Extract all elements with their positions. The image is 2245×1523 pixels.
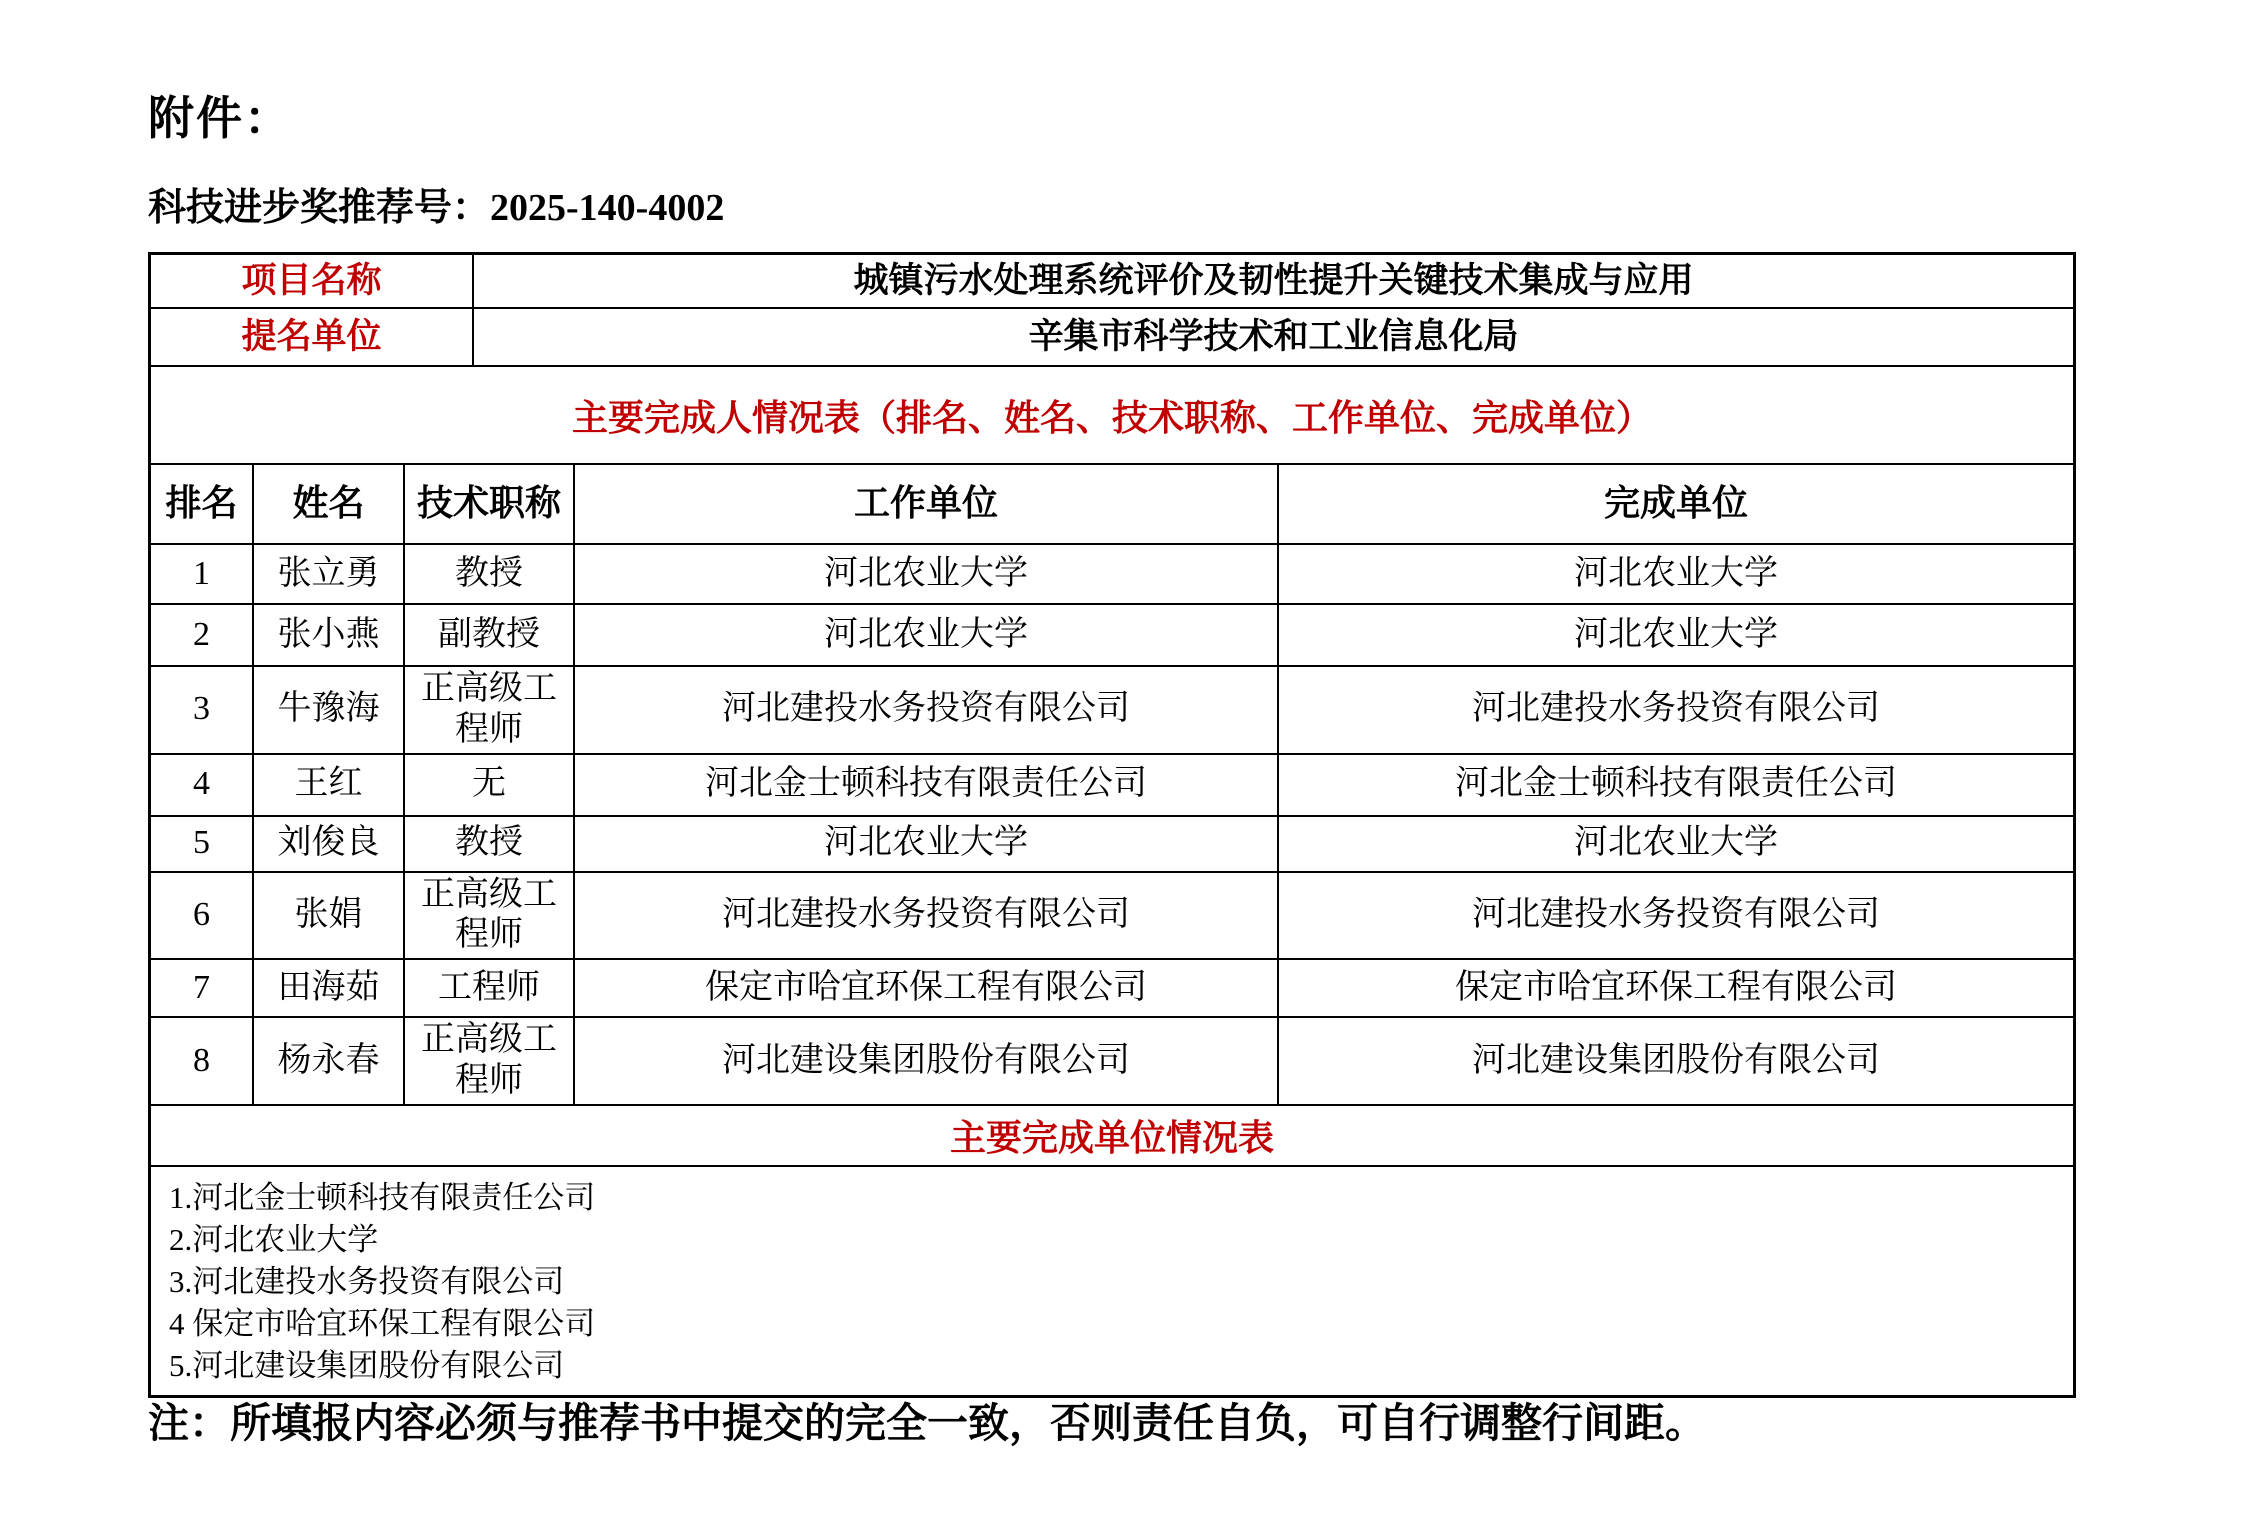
completion-unit-cell: 河北金士顿科技有限责任公司 bbox=[1278, 754, 2073, 816]
table-row bbox=[151, 754, 2073, 816]
title-cell: 正高级工程师 bbox=[404, 1017, 574, 1105]
units-section-title: 主要完成单位情况表 bbox=[151, 1106, 2073, 1167]
completion-unit-cell: 河北建投水务投资有限公司 bbox=[1278, 666, 2073, 754]
table-header-row bbox=[151, 465, 2073, 544]
title-cell: 工程师 bbox=[404, 959, 574, 1017]
column-header-completion-unit: 完成单位 bbox=[1278, 465, 2073, 544]
units-list-item: 1.河北金士顿科技有限责任公司 bbox=[169, 1179, 596, 1215]
completion-unit-cell: 河北农业大学 bbox=[1278, 816, 2073, 872]
units-list-item: 3.河北建投水务投资有限公司 bbox=[169, 1263, 565, 1299]
table-row bbox=[151, 255, 2073, 308]
rank-cell: 4 bbox=[151, 754, 253, 816]
work-unit-cell: 河北建投水务投资有限公司 bbox=[574, 872, 1278, 960]
rank-cell: 1 bbox=[151, 544, 253, 604]
project-name-label: 项目名称 bbox=[151, 255, 473, 308]
name-cell: 张立勇 bbox=[253, 544, 404, 604]
note-text: 注：所填报内容必须与推荐书中提交的完全一致，否则责任自负，可自行调整行间距。 bbox=[148, 1400, 1706, 1446]
title-cell: 副教授 bbox=[404, 604, 574, 666]
column-header-rank: 排名 bbox=[151, 465, 253, 544]
name-cell: 杨永春 bbox=[253, 1017, 404, 1105]
completers-table bbox=[151, 465, 2073, 1106]
title-cell: 正高级工程师 bbox=[404, 872, 574, 960]
table-row bbox=[151, 544, 2073, 604]
title-cell: 教授 bbox=[404, 544, 574, 604]
title-cell: 教授 bbox=[404, 816, 574, 872]
completion-unit-cell: 保定市哈宜环保工程有限公司 bbox=[1278, 959, 2073, 1017]
table-row bbox=[151, 1017, 2073, 1105]
rank-cell: 2 bbox=[151, 604, 253, 666]
name-cell: 田海茹 bbox=[253, 959, 404, 1017]
work-unit-cell: 河北农业大学 bbox=[574, 544, 1278, 604]
attachment-label: 附件： bbox=[148, 93, 292, 144]
table-row bbox=[151, 872, 2073, 960]
nominating-unit-label: 提名单位 bbox=[151, 308, 473, 366]
completion-unit-cell: 河北农业大学 bbox=[1278, 604, 2073, 666]
nominating-unit-value: 辛集市科学技术和工业信息化局 bbox=[473, 308, 2073, 366]
recommendation-line bbox=[148, 176, 724, 231]
units-list-item: 4 保定市哈宜环保工程有限公司 bbox=[169, 1305, 596, 1341]
title-cell: 无 bbox=[404, 754, 574, 816]
recommendation-number: 2025-140-4002 bbox=[490, 187, 725, 229]
units-list-item: 5.河北建设集团股份有限公司 bbox=[169, 1347, 565, 1383]
name-cell: 牛豫海 bbox=[253, 666, 404, 754]
rank-cell: 7 bbox=[151, 959, 253, 1017]
work-unit-cell: 河北建投水务投资有限公司 bbox=[574, 666, 1278, 754]
table-row bbox=[151, 666, 2073, 754]
table-row bbox=[151, 959, 2073, 1017]
work-unit-cell: 河北农业大学 bbox=[574, 604, 1278, 666]
name-cell: 刘俊良 bbox=[253, 816, 404, 872]
rank-cell: 8 bbox=[151, 1017, 253, 1105]
column-header-title: 技术职称 bbox=[404, 465, 574, 544]
rank-cell: 3 bbox=[151, 666, 253, 754]
table-row bbox=[151, 308, 2073, 366]
rank-cell: 6 bbox=[151, 872, 253, 960]
name-cell: 张小燕 bbox=[253, 604, 404, 666]
table-row bbox=[151, 816, 2073, 872]
completers-section-title: 主要完成人情况表（排名、姓名、技术职称、工作单位、完成单位） bbox=[151, 367, 2073, 465]
column-header-work-unit: 工作单位 bbox=[574, 465, 1278, 544]
completion-unit-cell: 河北建设集团股份有限公司 bbox=[1278, 1017, 2073, 1105]
work-unit-cell: 河北金士顿科技有限责任公司 bbox=[574, 754, 1278, 816]
completion-unit-cell: 河北建投水务投资有限公司 bbox=[1278, 872, 2073, 960]
award-form-table bbox=[148, 252, 2076, 1398]
work-unit-cell: 保定市哈宜环保工程有限公司 bbox=[574, 959, 1278, 1017]
project-name-value: 城镇污水处理系统评价及韧性提升关键技术集成与应用 bbox=[473, 255, 2073, 308]
title-cell: 正高级工程师 bbox=[404, 666, 574, 754]
units-list-item: 2.河北农业大学 bbox=[169, 1221, 379, 1257]
column-header-name: 姓名 bbox=[253, 465, 404, 544]
table-row bbox=[151, 604, 2073, 666]
completion-unit-cell: 河北农业大学 bbox=[1278, 544, 2073, 604]
name-cell: 王红 bbox=[253, 754, 404, 816]
units-list bbox=[151, 1167, 2073, 1395]
recommendation-label: 科技进步奖推荐号： bbox=[148, 187, 491, 229]
name-cell: 张娟 bbox=[253, 872, 404, 960]
work-unit-cell: 河北建设集团股份有限公司 bbox=[574, 1017, 1278, 1105]
work-unit-cell: 河北农业大学 bbox=[574, 816, 1278, 872]
info-table bbox=[151, 255, 2073, 367]
rank-cell: 5 bbox=[151, 816, 253, 872]
